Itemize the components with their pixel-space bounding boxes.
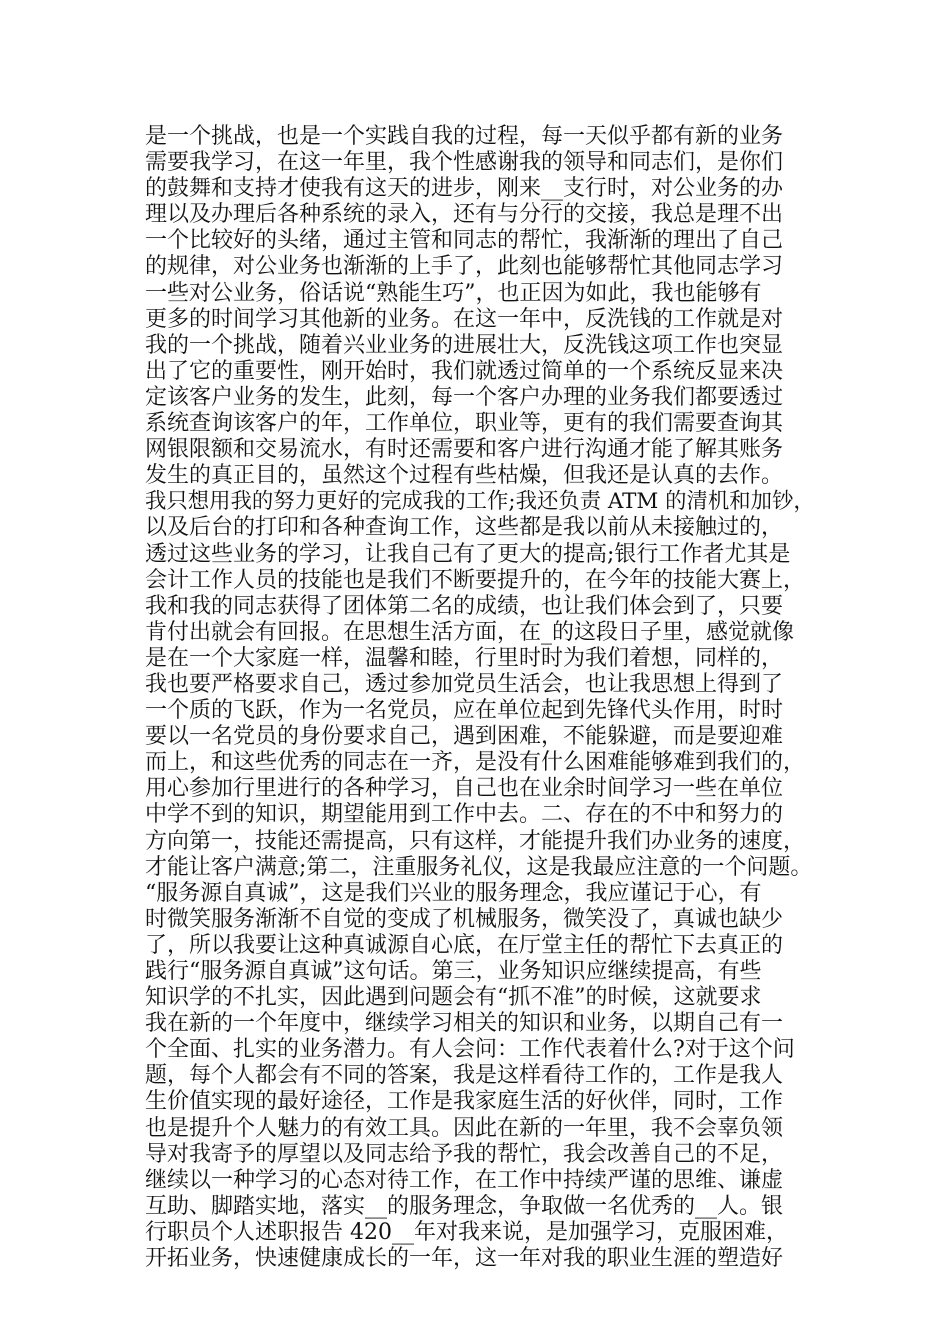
text-line: “服务源自真诚”，这是我们兴业的服务理念，我应谨记于心，有 <box>145 880 762 906</box>
text-line: 网银限额和交易流水，有时还需要和客户进行沟通才能了解其账务 <box>145 437 784 463</box>
text-line: 个全面、扎实的业务潜力。有人会问：工作代表着什么?对于这个问 <box>145 1037 795 1063</box>
text-line: 我的一个挑战，随着兴业业务的进展壮大，反洗钱这项工作也突显 <box>145 332 784 358</box>
text-line: 系统查询该客户的年，工作单位，职业等，更有的我们需要查询其 <box>145 411 784 437</box>
text-line: 一个质的飞跃，作为一名党员，应在单位起到先锋代头作用，时时 <box>145 698 784 724</box>
text-line: 会计工作人员的技能也是我们不断要提升的，在今年的技能大赛上， <box>145 567 806 593</box>
text-line: 的规律，对公业务也渐渐的上手了，此刻也能够帮忙其他同志学习 <box>145 254 784 280</box>
text-line: 出了它的重要性，刚开始时，我们就透过简单的一个系统反显来决 <box>145 358 784 384</box>
text-line: 题，每个人都会有不同的答案，我是这样看待工作的，工作是我人 <box>145 1063 784 1089</box>
text-line: 发生的真正目的，虽然这个过程有些枯燥，但我还是认真的去作。 <box>145 463 784 489</box>
text-line: 开拓业务，快速健康成长的一年，这一年对我的职业生涯的塑造好 <box>145 1246 784 1272</box>
text-line: 透过这些业务的学习，让我自己有了更大的提高;银行工作者尤其是 <box>145 541 791 567</box>
text-line: 要以一名党员的身份要求自己，遇到困难，不能躲避，而是要迎难 <box>145 724 784 750</box>
text-line: 我和我的同志获得了团体第二名的成绩，也让我们体会到了，只要 <box>145 593 784 619</box>
text-line: 我也要严格要求自己，透过参加党员生活会，也让我思想上得到了 <box>145 671 784 697</box>
text-line: 理以及办理后各种系统的录入，还有与分行的交接，我总是理不出 <box>145 202 784 228</box>
text-line: 导对我寄予的厚望以及同志给予我的帮忙，我会改善自己的不足， <box>145 1141 784 1167</box>
text-line: 肯付出就会有回报。在思想生活方面，在_的这段日子里，感觉就像 <box>145 619 795 645</box>
body-text <box>145 124 815 1272</box>
text-line: 需要我学习，在这一年里，我个性感谢我的领导和同志们，是你们 <box>145 150 784 176</box>
text-line: 定该客户业务的发生，此刻，每一个客户办理的业务我们都要透过 <box>145 384 784 410</box>
text-line: 而上，和这些优秀的同志在一齐，是没有什么困难能够难到我们的， <box>145 750 806 776</box>
text-line: 生价值实现的最好途径，工作是我家庭生活的好伙伴，同时，工作 <box>145 1089 784 1115</box>
text-line: 的鼓舞和支持才使我有这天的进步，刚来__支行时，对公业务的办 <box>145 176 784 202</box>
text-line: 互助、脚踏实地，落实__的服务理念，争取做一名优秀的__人。银 <box>145 1193 784 1219</box>
text-line: 方向第一，技能还需提高，只有这样，才能提升我们办业务的速度， <box>145 828 806 854</box>
text-line: 是一个挑战，也是一个实践自我的过程，每一天似乎都有新的业务 <box>145 124 784 149</box>
text-line: 用心参加行里进行的各种学习，自己也在业余时间学习一些在单位 <box>145 776 784 802</box>
text-line: 行职员个人述职报告 420__年对我来说，是加强学习，克服困难， <box>145 1219 788 1245</box>
text-line: 了，所以我要让这种真诚源自心底，在厅堂主任的帮忙下去真正的 <box>145 932 784 958</box>
text-line: 知识学的不扎实，因此遇到问题会有“抓不准”的时候，这就要求 <box>145 985 762 1011</box>
text-line: 践行“服务源自真诚”这句话。第三，业务知识应继续提高，有些 <box>145 959 762 984</box>
text-line: 也是提升个人魅力的有效工具。因此在新的一年里，我不会辜负领 <box>145 1115 784 1141</box>
text-line: 是在一个大家庭一样，温馨和睦，行里时时为我们着想，同样的， <box>145 645 784 671</box>
text-line: 一些对公业务，俗话说“熟能生巧”，也正因为如此，我也能够有 <box>145 280 762 306</box>
text-line: 时微笑服务渐渐不自觉的变成了机械服务，微笑没了，真诚也缺少 <box>145 906 784 932</box>
text-line: 一个比较好的头绪，通过主管和同志的帮忙，我渐渐的理出了自己 <box>145 228 784 254</box>
text-line: 以及后台的打印和各种查询工作，这些都是我以前从未接触过的， <box>145 515 784 541</box>
text-line: 我在新的一个年度中，继续学习相关的知识和业务，以期自己有一 <box>145 1011 784 1037</box>
text-line: 我只想用我的努力更好的完成我的工作;我还负责 ATM 的清机和加钞， <box>145 489 815 515</box>
text-line: 才能让客户满意;第二，注重服务礼仪，这是我最应注意的一个问题。 <box>145 854 813 880</box>
text-line: 中学不到的知识，期望能用到工作中去。二、存在的不中和努力的 <box>145 802 784 828</box>
text-line: 更多的时间学习其他新的业务。在这一年中，反洗钱的工作就是对 <box>145 306 784 332</box>
text-line: 继续以一种学习的心态对待工作，在工作中持续严谨的思维、谦虚 <box>145 1167 784 1193</box>
